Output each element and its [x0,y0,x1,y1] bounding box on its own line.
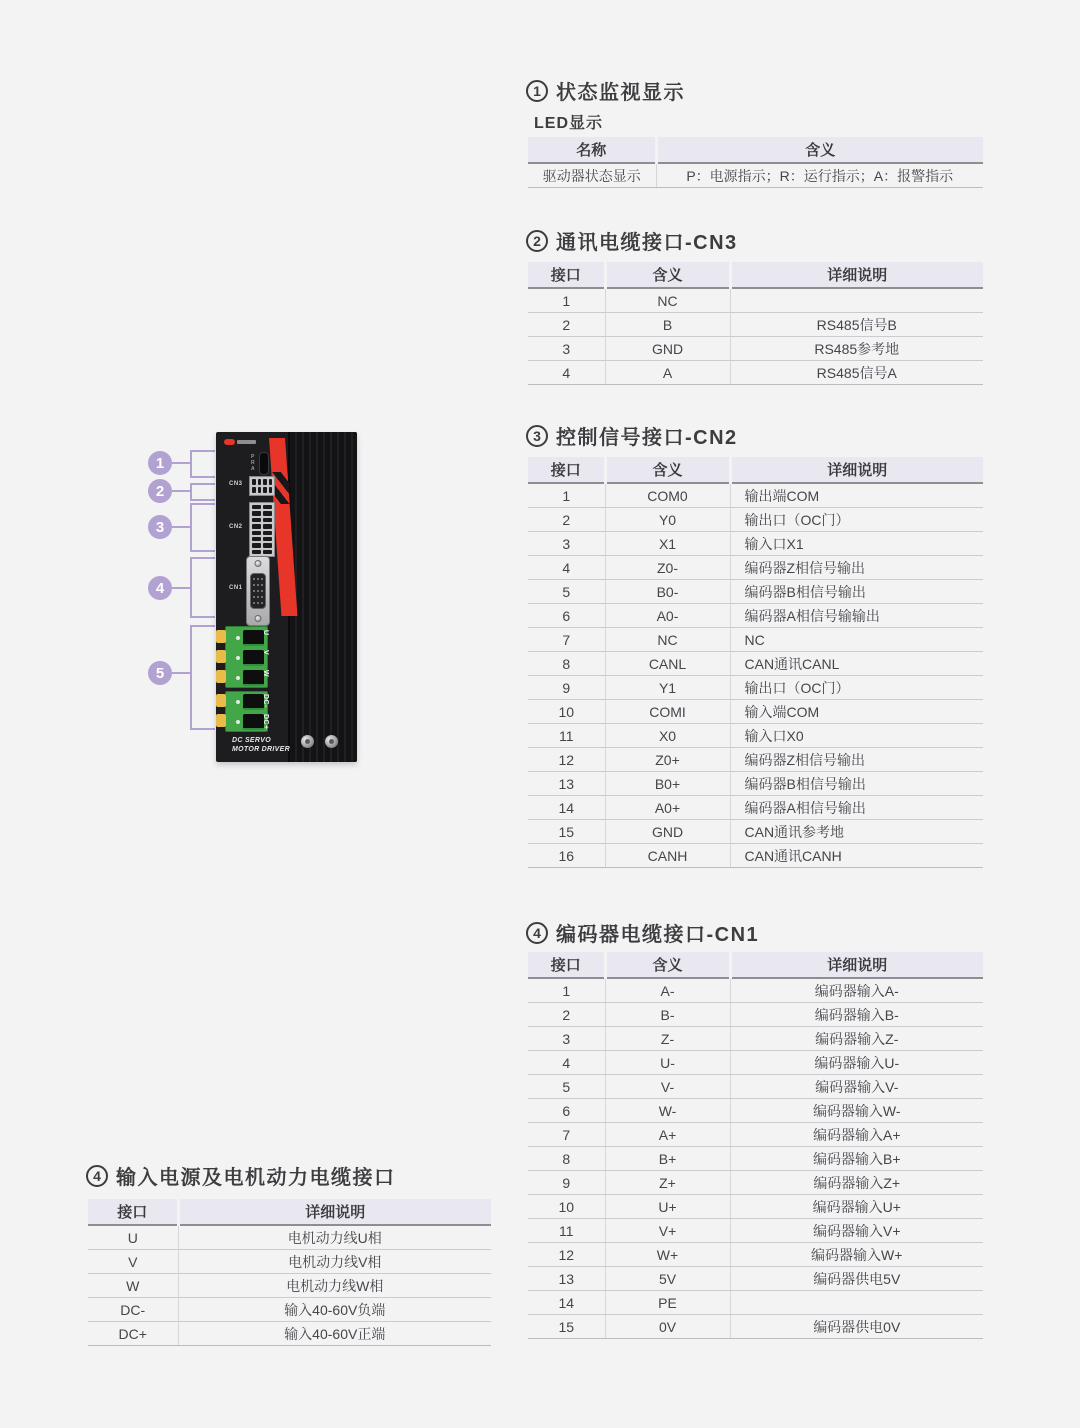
table-row [528,628,983,652]
section-number-badge: 1 [526,80,548,102]
table-cell: 输入端COM [730,700,983,724]
table-row [528,580,983,604]
table-header-row [528,137,983,163]
brand-logo-text-mark [237,440,256,444]
table-cell: Y0 [605,508,730,532]
table-row [528,652,983,676]
terminal-screw-dot [236,636,240,640]
table-cell: V [88,1250,178,1274]
callout-stem [172,672,190,674]
table-row [528,1219,983,1243]
terminal-slot [243,694,264,710]
table-row [88,1298,491,1322]
led-label-r: R [251,460,255,466]
cn1-pinout-table [528,952,983,1339]
table-cell: 15 [528,1315,605,1339]
terminal-slot [243,714,264,730]
table-cell: 输入口X0 [730,724,983,748]
device-print-line2: MOTOR DRIVER [232,746,290,753]
callout-stem [172,462,190,464]
callout-1: 1 [148,451,172,475]
table-cell: 电机动力线W相 [178,1274,491,1298]
table-cell: 输出口（OC门） [730,676,983,700]
column-header: 接口 [88,1199,178,1225]
table-cell: 输入口X1 [730,532,983,556]
table-cell: DC+ [88,1322,178,1346]
table-row [528,483,983,508]
table-cell: B- [605,1003,730,1027]
table-header-row [88,1199,491,1225]
table-cell: 编码器输入A+ [730,1123,983,1147]
table-cell: 编码器Z相信号输出 [730,556,983,580]
section-title-text: 输入电源及电机动力电缆接口 [116,1167,396,1189]
table-cell: Z0- [605,556,730,580]
table-cell: 15 [528,820,605,844]
table-cell: RS485参考地 [730,337,983,361]
table-cell: B+ [605,1147,730,1171]
table-row [528,163,983,188]
table-cell: 编码器输入W- [730,1099,983,1123]
callout-bracket [190,503,215,552]
terminal-screw-dot [236,720,240,724]
terminal-label-u: U [262,630,269,636]
table-cell: 8 [528,1147,605,1171]
table-cell: X0 [605,724,730,748]
table-cell: NC [605,628,730,652]
table-cell: 输入40-60V负端 [178,1298,491,1322]
table-cell: 编码器A相信号输出 [730,796,983,820]
terminal-label-dc-minus: DC- [262,694,269,708]
table-cell: B [605,313,730,337]
table-cell: B0- [605,580,730,604]
table-cell: RS485信号B [730,313,983,337]
cn1-screw [255,560,262,567]
table-cell: 16 [528,844,605,868]
table-cell: 10 [528,1195,605,1219]
table-row [88,1274,491,1298]
table-header-row [528,952,983,978]
table-cell: U+ [605,1195,730,1219]
terminal-tab [216,650,226,663]
terminal-screw-dot [236,656,240,660]
table-cell: 6 [528,1099,605,1123]
table-cell: A- [605,978,730,1003]
section-number-badge: 4 [86,1165,108,1187]
callout-4: 4 [148,576,172,600]
column-header: 详细说明 [178,1199,491,1225]
table-cell: 编码器Z相信号输出 [730,748,983,772]
table-cell: 编码器供电5V [730,1267,983,1291]
section-number-badge: 3 [526,425,548,447]
table-cell: 3 [528,1027,605,1051]
table-row [528,1195,983,1219]
table-cell: 输出端COM [730,483,983,508]
section-title-text: 通讯电缆接口-CN3 [556,232,738,254]
table-cell: V- [605,1075,730,1099]
data-table [528,457,983,868]
table-row [528,844,983,868]
table-cell: 5 [528,580,605,604]
callout-stem [172,526,190,528]
cn1-dsub-socket [250,573,266,609]
cn2-label: CN2 [229,524,243,530]
section-title-text: 状态监视显示 [556,82,685,104]
column-header: 含义 [656,137,983,163]
table-row [528,724,983,748]
table-cell [730,1291,983,1315]
table-cell: CANH [605,844,730,868]
terminal-tab [216,714,226,727]
table-row [528,978,983,1003]
cn1-connector [246,556,270,626]
table-cell: 11 [528,1219,605,1243]
mounting-screw [301,735,314,748]
callout-stem [172,490,190,492]
table-row [528,1315,983,1339]
section-number-badge: 2 [526,230,548,252]
table-row [528,1003,983,1027]
table-row [528,1075,983,1099]
mounting-screw [325,735,338,748]
table-row [528,1147,983,1171]
table-cell: 1 [528,483,605,508]
table-cell: 2 [528,313,605,337]
table-row [528,820,983,844]
cn1-screw [255,615,262,622]
column-header: 含义 [605,952,730,978]
table-cell: GND [605,337,730,361]
table-cell: W [88,1274,178,1298]
section-title-power [86,1161,396,1190]
section-title-text: 编码器电缆接口-CN1 [556,924,760,946]
table-row [528,604,983,628]
table-row [528,556,983,580]
table-cell: GND [605,820,730,844]
table-cell: 5 [528,1075,605,1099]
table-cell: 5V [605,1267,730,1291]
table-cell: CAN通讯参考地 [730,820,983,844]
table-cell: PE [605,1291,730,1315]
terminal-label-dc-plus: DC+ [262,714,269,730]
led-subtitle: LED显示 [534,115,604,132]
table-row [528,1243,983,1267]
column-header: 名称 [528,137,656,163]
table-cell: Y1 [605,676,730,700]
table-cell: 编码器供电0V [730,1315,983,1339]
terminal-screw-dot [236,676,240,680]
callout-bracket [190,557,215,618]
terminal-screw-dot [236,700,240,704]
section-title-cn2 [526,421,738,450]
table-cell: COM0 [605,483,730,508]
column-header: 接口 [528,457,605,483]
table-cell: 8 [528,652,605,676]
table-cell: 11 [528,724,605,748]
led-label-p: P [251,454,255,460]
table-cell: CAN通讯CANL [730,652,983,676]
cn2-pinout-table [528,457,983,868]
cn1-label: CN1 [229,585,243,591]
table-cell: 输入40-60V正端 [178,1322,491,1346]
table-cell: 7 [528,628,605,652]
cn3-pinout-table [528,262,983,385]
table-cell: 0V [605,1315,730,1339]
table-cell: A0+ [605,796,730,820]
table-cell: DC- [88,1298,178,1322]
table-cell: 驱动器状态显示 [528,163,656,188]
table-cell: Z0+ [605,748,730,772]
table-cell: NC [605,288,730,313]
table-cell: 编码器B相信号输出 [730,772,983,796]
table-cell: 电机动力线V相 [178,1250,491,1274]
table-cell: 7 [528,1123,605,1147]
section-number-badge: 4 [526,922,548,944]
column-header: 详细说明 [730,262,983,288]
terminal-tab [216,630,226,643]
callout-bracket [190,483,215,501]
data-table [88,1199,491,1346]
table-row [528,532,983,556]
table-cell: A [605,361,730,385]
table-row [528,748,983,772]
table-cell: 14 [528,1291,605,1315]
table-cell: 12 [528,1243,605,1267]
table-row [528,1267,983,1291]
led-window [259,452,269,475]
table-cell: CAN通讯CANH [730,844,983,868]
column-header: 详细说明 [730,952,983,978]
cn2-connector [249,502,275,557]
table-row [528,1123,983,1147]
table-cell: W- [605,1099,730,1123]
column-header: 含义 [605,262,730,288]
table-row [88,1322,491,1346]
table-cell: V+ [605,1219,730,1243]
table-cell: 编码器B相信号输出 [730,580,983,604]
brand-logo [224,439,256,445]
terminal-slot [243,670,264,686]
table-row [528,796,983,820]
table-cell: 编码器输入B+ [730,1147,983,1171]
table-row [528,1171,983,1195]
table-cell: W+ [605,1243,730,1267]
table-row [528,1027,983,1051]
data-table [528,262,983,385]
section-title-text: 控制信号接口-CN2 [556,427,738,449]
led-status-table [528,137,983,188]
terminal-tab [216,694,226,707]
callout-bracket [190,450,215,478]
table-cell: P：电源指示；R：运行指示；A：报警指示 [656,163,983,188]
table-row [528,772,983,796]
table-cell: 编码器输入V+ [730,1219,983,1243]
terminal-label-w: W [262,670,269,678]
data-table [528,137,983,188]
table-row [88,1250,491,1274]
table-cell: 1 [528,288,605,313]
table-cell: 3 [528,532,605,556]
table-cell: 编码器输入Z- [730,1027,983,1051]
column-header: 详细说明 [730,457,983,483]
table-row [528,337,983,361]
table-cell: 10 [528,700,605,724]
table-cell: 电机动力线U相 [178,1225,491,1250]
callout-5: 5 [148,661,172,685]
table-header-row [528,262,983,288]
table-cell: 6 [528,604,605,628]
table-cell: 9 [528,676,605,700]
column-header: 接口 [528,262,605,288]
device-print-line1: DC SERVO [232,737,271,744]
table-cell: 编码器输入Z+ [730,1171,983,1195]
driver-heatsink [288,432,357,762]
led-letter-labels [251,454,255,472]
terminal-slot [243,630,264,646]
table-header-row [528,457,983,483]
table-cell: 编码器输入B- [730,1003,983,1027]
table-cell: 12 [528,748,605,772]
table-row [528,508,983,532]
table-cell: 编码器输入U+ [730,1195,983,1219]
table-cell: 4 [528,361,605,385]
table-cell: COMI [605,700,730,724]
terminal-tab [216,670,226,683]
led-label-a: A [251,466,255,472]
table-row [528,361,983,385]
table-cell: Z+ [605,1171,730,1195]
callout-stem [172,587,190,589]
brand-logo-oval [224,439,235,445]
table-cell: 13 [528,1267,605,1291]
table-cell: 2 [528,508,605,532]
table-row [528,1291,983,1315]
table-cell: 编码器输入V- [730,1075,983,1099]
table-cell: 13 [528,772,605,796]
callout-bracket [190,625,215,730]
section-title-cn1 [526,918,759,947]
table-cell: NC [730,628,983,652]
callout-3: 3 [148,515,172,539]
table-cell: RS485信号A [730,361,983,385]
table-cell: 2 [528,1003,605,1027]
table-cell: X1 [605,532,730,556]
column-header: 含义 [605,457,730,483]
table-cell: 编码器A相信号输输出 [730,604,983,628]
table-cell [730,288,983,313]
table-cell: U [88,1225,178,1250]
table-cell: 4 [528,1051,605,1075]
table-cell: 9 [528,1171,605,1195]
table-cell: 3 [528,337,605,361]
column-header: 接口 [528,952,605,978]
data-table [528,952,983,1339]
cn3-label: CN3 [229,481,243,487]
device-model-print [232,736,290,754]
table-cell: Z- [605,1027,730,1051]
table-row [528,288,983,313]
terminal-slot [243,650,264,666]
table-row [88,1225,491,1250]
table-row [528,700,983,724]
power-pinout-table [88,1199,491,1346]
table-cell: 编码器输入A- [730,978,983,1003]
terminal-label-v: V [262,650,269,656]
table-row [528,313,983,337]
table-cell: 编码器输入U- [730,1051,983,1075]
cn3-connector [249,476,275,496]
table-cell: 1 [528,978,605,1003]
table-cell: 编码器输入W+ [730,1243,983,1267]
table-row [528,1099,983,1123]
table-cell: 14 [528,796,605,820]
callout-2: 2 [148,479,172,503]
table-row [528,676,983,700]
table-cell: A0- [605,604,730,628]
table-cell: U- [605,1051,730,1075]
section-title-led-status [526,76,685,105]
table-cell: A+ [605,1123,730,1147]
table-cell: 输出口（OC门） [730,508,983,532]
table-cell: 4 [528,556,605,580]
table-cell: B0+ [605,772,730,796]
table-cell: CANL [605,652,730,676]
section-title-cn3 [526,226,738,255]
table-row [528,1051,983,1075]
